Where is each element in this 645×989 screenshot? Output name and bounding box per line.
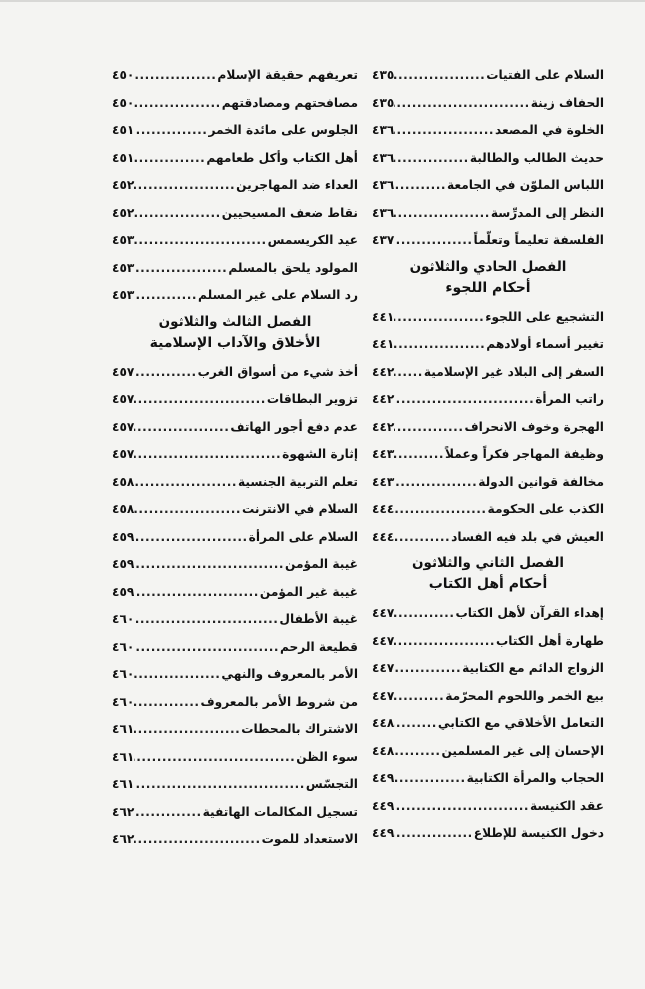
toc-entry xyxy=(372,628,604,656)
toc-column-left xyxy=(112,62,358,854)
toc-entry-title: وظيفة المهاجر فكراً وعملاً xyxy=(445,447,604,461)
toc-entry xyxy=(112,200,358,228)
toc-entry xyxy=(372,414,604,442)
toc-entry-title: غيبة غير المؤمن xyxy=(259,584,358,599)
dot-leader xyxy=(394,172,447,200)
toc-entry xyxy=(112,441,358,469)
dot-leader xyxy=(394,331,486,359)
toc-entry xyxy=(372,655,604,683)
toc-entry-page-number: ٤٥٩ xyxy=(112,557,135,571)
toc-entry xyxy=(112,799,358,827)
dot-leader xyxy=(134,386,267,414)
toc-entry-page-number: ٤٤٤ xyxy=(372,502,395,516)
page-edge xyxy=(0,0,645,2)
dot-leader xyxy=(134,716,241,744)
dot-leader xyxy=(394,117,495,145)
toc-entry-page-number: ٤٥٣ xyxy=(112,233,135,247)
toc-entry xyxy=(112,744,358,772)
toc-entry xyxy=(372,386,604,414)
dot-leader xyxy=(134,117,208,145)
toc-entry xyxy=(372,820,604,848)
chapter-number: الفصل الحادي والثلاثون xyxy=(409,258,567,275)
dot-leader xyxy=(394,386,535,414)
toc-entry-page-number: ٤٤٨ xyxy=(372,716,395,730)
dot-leader xyxy=(134,579,260,607)
toc-entry-title: الزواج الدائم مع الكتابية xyxy=(462,661,604,675)
toc-entry-page-number: ٤٣٦ xyxy=(372,150,395,165)
toc-entry-page-number: ٤٤١ xyxy=(372,337,395,351)
toc-entry-title: تزوير البطاقات xyxy=(266,392,358,406)
toc-entry-title: عدم دفع أجور الهاتف xyxy=(230,419,358,434)
toc-entry-page-number: ٤٥٠ xyxy=(112,68,135,82)
chapter-heading xyxy=(112,312,358,354)
dot-leader xyxy=(134,744,296,772)
toc-entry-title: الخلوة في المصعد xyxy=(495,123,604,137)
toc-entry-page-number: ٤٤٣ xyxy=(372,447,395,461)
dot-leader xyxy=(134,661,221,689)
toc-entry-page-number: ٤٣٥ xyxy=(372,68,395,82)
toc-entry xyxy=(112,689,358,717)
toc-entry-title: السفر إلى البلاد غير الإسلامية xyxy=(423,364,604,379)
dot-leader xyxy=(134,62,217,90)
toc-entry-title: تسجيل المكالمات الهاتفية xyxy=(202,804,358,819)
toc-entry-page-number: ٤٥٣ xyxy=(112,288,135,302)
toc-entry-title: الأمر بالمعروف والنهي xyxy=(221,667,358,681)
toc-entry xyxy=(372,200,604,228)
toc-entry-title: السلام في الانترنت xyxy=(241,502,358,516)
toc-entry-page-number: ٤٥٧ xyxy=(112,419,135,434)
toc-group xyxy=(112,359,358,854)
toc-entry-title: مخالفة قوانين الدولة xyxy=(478,474,604,489)
toc-entry-page-number: ٤٤٩ xyxy=(372,771,395,785)
dot-leader xyxy=(134,551,285,579)
toc-entry xyxy=(112,524,358,552)
toc-entry xyxy=(372,600,604,628)
toc-entry xyxy=(372,738,604,766)
toc-entry xyxy=(372,496,604,524)
dot-leader xyxy=(134,771,306,799)
dot-leader xyxy=(134,145,206,173)
toc-entry-page-number: ٤٥١ xyxy=(112,123,135,137)
dot-leader xyxy=(394,738,441,766)
toc-entry-title: الاشتراك بالمحطات xyxy=(241,722,358,736)
toc-entry-page-number: ٤٣٦ xyxy=(372,123,395,137)
toc-entry-title: عقد الكنيسة xyxy=(530,798,604,813)
toc-entry xyxy=(112,826,358,854)
toc-entry-page-number: ٤٤١ xyxy=(372,309,395,324)
dot-leader xyxy=(394,469,478,497)
toc-entry xyxy=(112,359,358,387)
toc-entry xyxy=(372,524,604,552)
dot-leader xyxy=(134,496,242,524)
toc-entry-page-number: ٤٦٠ xyxy=(112,694,135,709)
toc-entry-page-number: ٤٤٨ xyxy=(372,743,395,758)
toc-entry xyxy=(112,414,358,442)
toc-entry-title: راتب المرأة xyxy=(535,392,604,406)
toc-entry-title: رد السلام على غير المسلم xyxy=(198,288,358,302)
toc-entry-page-number: ٤٤٧ xyxy=(372,688,395,703)
toc-entry xyxy=(112,62,358,90)
toc-entry-title: طهارة أهل الكتاب xyxy=(496,633,604,648)
toc-entry xyxy=(112,172,358,200)
toc-entry-page-number: ٤٤٢ xyxy=(372,364,395,379)
toc-group xyxy=(372,62,604,255)
dot-leader xyxy=(394,793,530,821)
toc-entry xyxy=(372,90,604,118)
dot-leader xyxy=(394,414,464,442)
toc-entry-page-number: ٤٣٥ xyxy=(372,95,395,110)
toc-entry-title: الحجاب والمرأة الكتابية xyxy=(466,771,604,785)
toc-entry-title: نقاط ضعف المسيحيين xyxy=(221,205,358,220)
dot-leader xyxy=(394,227,473,255)
toc-entry xyxy=(372,331,604,359)
toc-entry-page-number: ٤٦٢ xyxy=(112,804,135,819)
toc-entry xyxy=(372,793,604,821)
toc-entry-page-number: ٤٣٦ xyxy=(372,205,395,220)
toc-entry-page-number: ٤٤٩ xyxy=(372,798,395,813)
chapter-title: أحكام أهل الكتاب xyxy=(428,576,548,592)
toc-entry-page-number: ٤٦٠ xyxy=(112,639,135,654)
toc-entry-page-number: ٤٥٧ xyxy=(112,364,135,379)
toc-entry-page-number: ٤٥٨ xyxy=(112,474,135,489)
dot-leader xyxy=(134,524,248,552)
dot-leader xyxy=(394,524,451,552)
toc-entry-title: عيد الكريسمس xyxy=(267,233,358,247)
toc-entry-title: الإحسان إلى غير المسلمين xyxy=(441,743,604,758)
toc-entry-page-number: ٤٥٣ xyxy=(112,260,135,275)
toc-entry xyxy=(112,579,358,607)
toc-entry-page-number: ٤٥٨ xyxy=(112,502,135,516)
dot-leader xyxy=(134,634,280,662)
toc-entry xyxy=(112,716,358,744)
dot-leader xyxy=(134,799,202,827)
dot-leader xyxy=(394,683,445,711)
toc-entry xyxy=(372,683,604,711)
toc-entry-page-number: ٤٦١ xyxy=(112,749,135,764)
toc-entry xyxy=(372,304,604,332)
toc-entry-page-number: ٤٤٩ xyxy=(372,826,395,840)
toc-entry-title: أهل الكتاب وأكل طعامهم xyxy=(206,150,358,165)
toc-entry-page-number: ٤٤٤ xyxy=(372,529,395,544)
toc-entry-page-number: ٤٥٧ xyxy=(112,447,135,461)
toc-entry-title: إثارة الشهوة xyxy=(282,447,358,461)
toc-entry xyxy=(372,441,604,469)
dot-leader xyxy=(394,655,462,683)
toc-entry-title: المولود يلحق بالمسلم xyxy=(228,260,358,275)
toc-entry-title: السلام على الفتيات xyxy=(486,68,604,82)
toc-entry-title: قطيعة الرحم xyxy=(279,639,358,654)
toc-entry-page-number: ٤٦٢ xyxy=(112,832,135,846)
dot-leader xyxy=(394,62,486,90)
toc-entry-title: الجلوس على مائدة الخمر xyxy=(208,123,358,137)
toc-entry-page-number: ٤٤٣ xyxy=(372,474,395,489)
chapter-number: الفصل الثالث والثلاثون xyxy=(158,313,312,330)
toc-entry-page-number: ٤٥٧ xyxy=(112,392,135,406)
dot-leader xyxy=(394,200,491,228)
toc-entry-title: مصافحتهم ومصادقتهم xyxy=(221,95,358,110)
toc-entry-title: حديث الطالب والطالبة xyxy=(469,150,604,165)
chapter-title: الأخلاق والآداب الإسلامية xyxy=(149,334,321,351)
toc-entry-page-number: ٤٤٢ xyxy=(372,392,395,406)
toc-entry-page-number: ٤٦٠ xyxy=(112,667,135,681)
toc-entry-page-number: ٤٦٠ xyxy=(112,612,135,626)
dot-leader xyxy=(394,710,438,738)
toc-group xyxy=(372,600,604,848)
toc-entry-title: العداء ضد المهاجرين xyxy=(236,178,358,192)
toc-entry xyxy=(372,62,604,90)
dot-leader xyxy=(134,282,198,310)
toc-entry-title: تعريفهم حقيقة الإسلام xyxy=(217,68,358,82)
toc-entry-title: غيبة الأطفال xyxy=(279,612,358,626)
dot-leader xyxy=(394,765,466,793)
chapter-title: أحكام اللجوء xyxy=(445,279,531,296)
dot-leader xyxy=(394,628,496,656)
dot-leader xyxy=(394,600,455,628)
dot-leader xyxy=(394,359,424,387)
toc-entry-title: الحفاف زينة xyxy=(530,95,604,110)
toc-entry-page-number: ٤٥٢ xyxy=(112,205,135,220)
toc-entry-title: الاستعداد للموت xyxy=(261,832,358,846)
toc-entry-page-number: ٤٣٧ xyxy=(372,233,395,247)
dot-leader xyxy=(134,227,267,255)
toc-entry-title: سوء الظن xyxy=(296,749,358,764)
toc-group xyxy=(112,62,358,310)
dot-leader xyxy=(394,145,469,173)
toc-entry-title: دخول الكنيسة للإطلاع xyxy=(473,826,604,840)
chapter-heading xyxy=(372,553,604,595)
dot-leader xyxy=(134,689,200,717)
dot-leader xyxy=(394,820,473,848)
toc-entry-title: إهداء القرآن لأهل الكتاب xyxy=(455,606,604,620)
dot-leader xyxy=(134,469,238,497)
toc-entry-title: تغيير أسماء أولادهم xyxy=(486,337,604,351)
toc-entry-page-number: ٤٥٩ xyxy=(112,529,135,544)
toc-entry xyxy=(112,771,358,799)
toc-entry-page-number: ٤٤٧ xyxy=(372,661,395,675)
toc-entry-title: بيع الخمر واللحوم المحرّمة xyxy=(445,688,604,703)
toc-entry-page-number: ٤٦١ xyxy=(112,722,135,736)
toc-entry xyxy=(372,227,604,255)
toc-entry-title: اللباس الملوّن في الجامعة xyxy=(446,178,604,192)
toc-entry xyxy=(372,469,604,497)
toc-entry-page-number: ٤٥٠ xyxy=(112,95,135,110)
dot-leader xyxy=(134,414,230,442)
toc-entry-title: من شروط الأمر بالمعروف xyxy=(200,694,358,709)
toc-entry-title: تعلم التربية الجنسية xyxy=(237,474,358,489)
dot-leader xyxy=(134,441,282,469)
toc-entry-title: أخذ شيء من أسواق الغرب xyxy=(197,364,358,379)
toc-entry-title: التجسّس xyxy=(305,777,358,791)
toc-entry xyxy=(112,145,358,173)
toc-entry-page-number: ٤٦١ xyxy=(112,777,135,791)
toc-entry xyxy=(112,606,358,634)
toc-entry xyxy=(112,469,358,497)
toc-entry xyxy=(112,255,358,283)
dot-leader xyxy=(134,172,236,200)
toc-entry xyxy=(112,117,358,145)
toc-entry-page-number: ٤٥٩ xyxy=(112,584,135,599)
toc-entry xyxy=(112,661,358,689)
toc-entry-title: التشجيع على اللجوء xyxy=(485,309,604,324)
toc-entry-page-number: ٤٤٧ xyxy=(372,606,395,620)
toc-group xyxy=(372,304,604,552)
dot-leader xyxy=(134,606,279,634)
chapter-number: الفصل الثاني والثلاثون xyxy=(411,555,565,571)
toc-entry-page-number: ٤٥٢ xyxy=(112,178,135,192)
toc-entry xyxy=(112,551,358,579)
toc-entry xyxy=(372,765,604,793)
toc-entry-page-number: ٤٥١ xyxy=(112,150,135,165)
toc-entry-page-number: ٤٤٧ xyxy=(372,633,395,648)
toc-entry-title: العيش في بلد فيه الفساد xyxy=(451,529,604,544)
toc-entry-title: الكذب على الحكومة xyxy=(487,502,604,516)
toc-entry xyxy=(372,145,604,173)
toc-entry xyxy=(372,117,604,145)
toc-entry-title: غيبة المؤمن xyxy=(285,557,358,571)
dot-leader xyxy=(134,255,228,283)
toc-entry-page-number: ٤٤٢ xyxy=(372,419,395,434)
toc-entry xyxy=(372,172,604,200)
toc-entry-title: السلام على المرأة xyxy=(248,529,358,544)
dot-leader xyxy=(394,304,485,332)
dot-leader xyxy=(134,359,197,387)
toc-entry-title: التعامل الأخلاقي مع الكتابي xyxy=(437,716,604,730)
chapter-heading xyxy=(372,257,604,299)
toc-entry xyxy=(372,710,604,738)
dot-leader xyxy=(394,441,445,469)
toc-entry-title: الفلسفة تعليماً وتعلّماً xyxy=(473,233,604,247)
toc-entry-page-number: ٤٣٦ xyxy=(372,178,395,192)
dot-leader xyxy=(134,200,221,228)
dot-leader xyxy=(394,496,487,524)
toc-entry xyxy=(112,634,358,662)
dot-leader xyxy=(134,826,261,854)
toc-entry xyxy=(112,90,358,118)
toc-entry-title: الهجرة وخوف الانحراف xyxy=(464,419,604,434)
toc-entry xyxy=(112,282,358,310)
toc-entry xyxy=(112,227,358,255)
toc-entry xyxy=(112,386,358,414)
toc-column-right xyxy=(372,62,604,848)
toc-entry-title: النظر إلى المدرِّسة xyxy=(490,205,604,220)
dot-leader xyxy=(394,90,530,118)
toc-entry xyxy=(372,359,604,387)
dot-leader xyxy=(134,90,221,118)
toc-entry xyxy=(112,496,358,524)
